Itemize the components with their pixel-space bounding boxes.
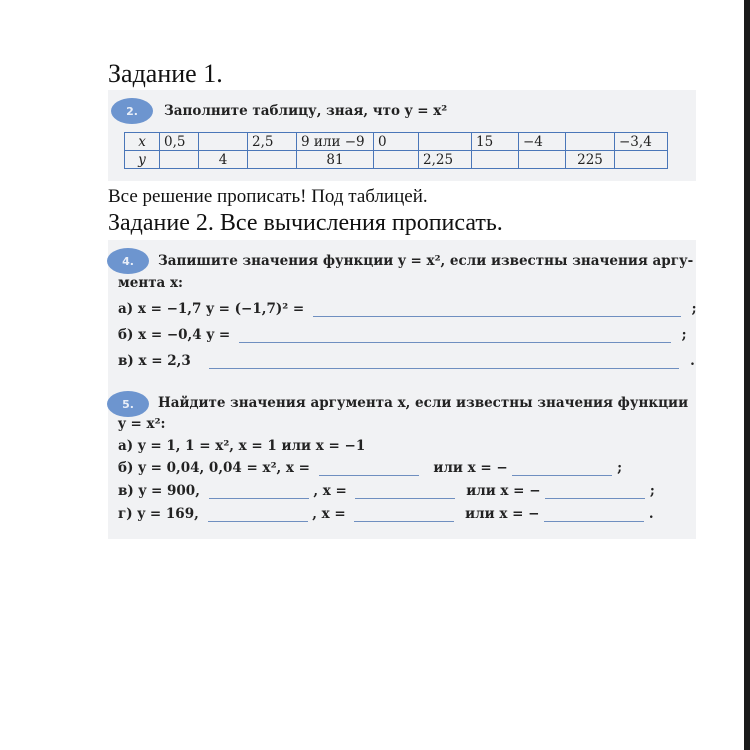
- answer-blank[interactable]: [313, 304, 681, 317]
- item-sep: , x =: [312, 506, 346, 522]
- exercise4-text-line1: Запишите значения функции y = x², если известны значения аргу-: [158, 253, 694, 269]
- item-sep: , x =: [313, 483, 347, 499]
- table-cell: 0: [374, 133, 419, 151]
- answer-blank[interactable]: [355, 486, 455, 499]
- table-cell: −3,4: [615, 133, 668, 151]
- exercise4-item-a: [118, 301, 697, 317]
- answer-blank[interactable]: [319, 463, 419, 476]
- task2-scan: [108, 240, 696, 539]
- exercise5-text-line1: Найдите значения аргумента x, если известны значения функции: [158, 395, 689, 411]
- table-cell: [374, 151, 419, 169]
- table-cell: [419, 133, 472, 151]
- answer-blank[interactable]: [545, 486, 645, 499]
- item-end: ;: [691, 301, 697, 317]
- exercise5-item-d: [118, 506, 654, 522]
- table-cell: y: [125, 151, 160, 169]
- page-edge: [744, 0, 750, 750]
- item-text: в) y = 900,: [118, 483, 200, 499]
- answer-blank[interactable]: [544, 509, 644, 522]
- item-end: ;: [649, 483, 655, 499]
- table-row-x: [125, 133, 668, 151]
- item-end: ;: [681, 327, 687, 343]
- answer-blank[interactable]: [239, 330, 671, 343]
- table-cell: 2,25: [419, 151, 472, 169]
- item-text: в) x = 2,3: [118, 353, 191, 369]
- table-row-y: [125, 151, 668, 169]
- task1-heading: Задание 1.: [108, 59, 223, 88]
- table-cell: 9 или −9: [297, 133, 374, 151]
- item-text: а) y = 1, 1 = x², x = 1 или x = −1: [118, 438, 366, 454]
- item-or: или x = −: [433, 460, 508, 476]
- item-end: .: [648, 506, 654, 522]
- table-cell: 15: [472, 133, 519, 151]
- table-cell: x: [125, 133, 160, 151]
- item-end: .: [690, 353, 695, 369]
- table-cell: [160, 151, 199, 169]
- exercise5-item-b: [118, 460, 622, 476]
- item-text: г) y = 169,: [118, 506, 199, 522]
- table-cell: 81: [297, 151, 374, 169]
- exercise5-badge: 5.: [107, 391, 149, 417]
- exercise4-item-b: [118, 327, 687, 343]
- exercise5-item-c: [118, 483, 655, 499]
- answer-blank[interactable]: [209, 486, 309, 499]
- exercise4-text-line2: мента x:: [118, 275, 184, 291]
- table-cell: 4: [199, 151, 248, 169]
- item-or: или x = −: [466, 483, 541, 499]
- answer-blank[interactable]: [354, 509, 454, 522]
- item-text: а) x = −1,7 y = (−1,7)² =: [118, 301, 305, 317]
- exercise4-badge: 4.: [107, 248, 149, 274]
- task-number-badge: 2.: [111, 98, 153, 124]
- answer-blank[interactable]: [209, 356, 679, 369]
- table-cell: [248, 151, 297, 169]
- values-table: [124, 132, 668, 169]
- table-cell: 225: [566, 151, 615, 169]
- table-cell: [472, 151, 519, 169]
- answer-blank[interactable]: [208, 509, 308, 522]
- table-cell: 2,5: [248, 133, 297, 151]
- table-cell: [199, 133, 248, 151]
- table-cell: [519, 151, 566, 169]
- table-cell: [566, 133, 615, 151]
- exercise4-item-c: [118, 353, 695, 369]
- item-text: б) x = −0,4 y =: [118, 327, 231, 343]
- task1-note: Все решение прописать! Под таблицей.: [108, 186, 428, 207]
- table-cell: −4: [519, 133, 566, 151]
- item-text: б) y = 0,04, 0,04 = x², x =: [118, 460, 310, 476]
- answer-blank[interactable]: [512, 463, 612, 476]
- exercise5-text-line2: y = x²:: [118, 416, 166, 432]
- item-or: или x = −: [465, 506, 540, 522]
- task1-instruction: Заполните таблицу, зная, что y = x²: [164, 103, 448, 119]
- item-end: ;: [617, 460, 623, 476]
- table-cell: [615, 151, 668, 169]
- exercise5-item-a: [118, 438, 365, 454]
- table-cell: 0,5: [160, 133, 199, 151]
- task2-heading: Задание 2. Все вычисления прописать.: [108, 210, 503, 236]
- task1-scan: [108, 90, 696, 181]
